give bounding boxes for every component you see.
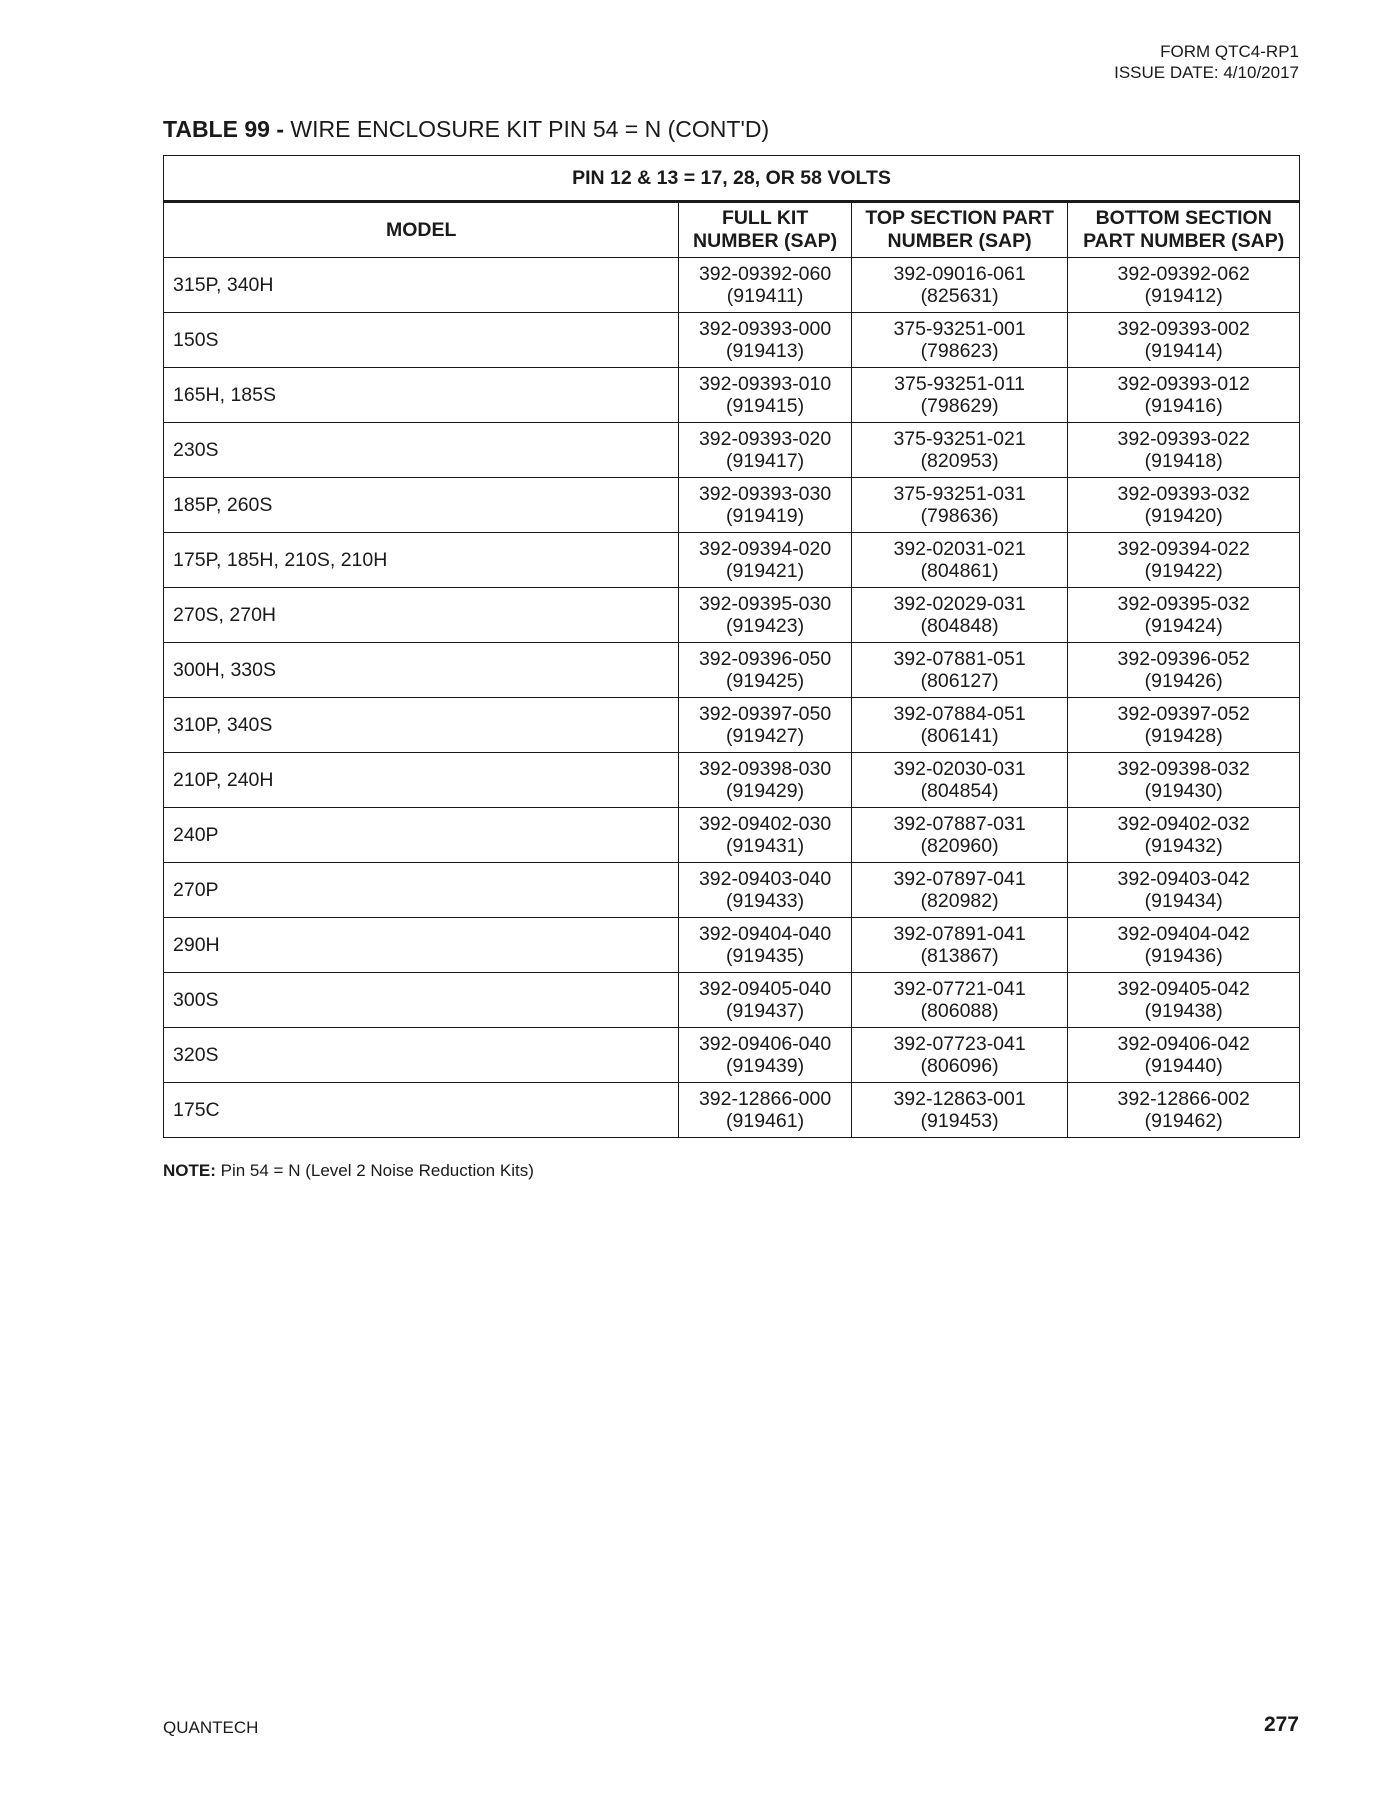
sap-number: (919439) [726,1055,805,1077]
bottom-section-cell [1068,478,1300,533]
table-note [163,1161,534,1181]
full-kit-cell [679,808,851,863]
bottom-section-cell [1068,918,1300,973]
full-kit-cell [679,1028,851,1083]
sap-number: (820953) [920,450,999,472]
part-number: 392-09393-020 [698,428,832,450]
sap-number: (919461) [726,1110,805,1132]
part-number: 392-09403-040 [698,868,832,890]
sap-number: (919432) [1144,835,1223,857]
sap-number: (919429) [726,780,805,802]
sap-number: (804861) [920,560,999,582]
bottom-section-cell [1068,643,1300,698]
column-header-model: MODEL [164,202,679,258]
part-number: 392-09396-050 [698,648,832,670]
table-row [164,533,1300,588]
table-row [164,753,1300,808]
sap-number: (798636) [920,505,999,527]
footer-brand: QUANTECH [163,1718,259,1737]
model-cell: 320S [164,1028,679,1083]
model-cell: 175P, 185H, 210S, 210H [164,533,679,588]
sap-number: (919438) [1144,1000,1223,1022]
part-number: 392-07887-031 [893,813,1026,835]
part-number: 392-09405-040 [698,978,832,1000]
part-number: 392-07897-041 [893,868,1026,890]
top-section-cell [851,918,1068,973]
sap-number: (919462) [1144,1110,1223,1132]
table-row [164,643,1300,698]
bottom-section-cell [1068,1083,1300,1138]
part-number: 392-09406-042 [1117,1033,1250,1055]
sap-number: (919416) [1144,395,1223,417]
sap-number: (919419) [726,505,805,527]
table-row [164,1083,1300,1138]
table-body [164,258,1300,1138]
header-line: FULL KIT [721,207,809,229]
column-header-top-section [851,202,1068,258]
sap-number: (806088) [920,1000,999,1022]
part-number: 392-02029-031 [893,593,1026,615]
sap-number: (919431) [726,835,805,857]
bottom-section-cell [1068,313,1300,368]
sap-number: (806127) [920,670,999,692]
bottom-section-cell [1068,533,1300,588]
full-kit-cell [679,1083,851,1138]
sap-number: (919434) [1144,890,1223,912]
sap-number: (919427) [726,725,805,747]
bottom-section-cell [1068,258,1300,313]
full-kit-cell [679,478,851,533]
full-kit-cell [679,973,851,1028]
sap-number: (919415) [726,395,805,417]
table-title [163,115,769,143]
part-number: 392-09404-042 [1117,923,1250,945]
issue-date: ISSUE DATE: 4/10/2017 [1114,63,1299,82]
sap-number: (919418) [1144,450,1223,472]
top-section-cell [851,368,1068,423]
model-cell: 165H, 185S [164,368,679,423]
full-kit-cell [679,643,851,698]
top-section-cell [851,1083,1068,1138]
sap-number: (798623) [920,340,999,362]
sap-number: (820982) [920,890,999,912]
top-section-cell [851,533,1068,588]
voltage-band-header: PIN 12 & 13 = 17, 28, OR 58 VOLTS [164,156,1300,202]
sap-number: (919428) [1144,725,1223,747]
part-number: 392-09398-030 [698,758,832,780]
bottom-section-cell [1068,753,1300,808]
full-kit-cell [679,918,851,973]
full-kit-cell [679,533,851,588]
full-kit-cell [679,423,851,478]
part-number: 392-09393-002 [1117,318,1250,340]
table-row [164,368,1300,423]
top-section-cell [851,863,1068,918]
model-cell: 210P, 240H [164,753,679,808]
full-kit-cell [679,313,851,368]
top-section-cell [851,478,1068,533]
top-section-cell [851,973,1068,1028]
sap-number: (820960) [920,835,999,857]
part-number: 392-09394-020 [698,538,832,560]
sap-number: (804848) [920,615,999,637]
part-number: 392-02031-021 [893,538,1026,560]
header-line: BOTTOM SECTION [1095,207,1272,229]
sap-number: (919424) [1144,615,1223,637]
table-number: TABLE 99 - [163,116,284,142]
column-header-full-kit [679,202,851,258]
header-line: NUMBER (SAP) [887,230,1032,252]
sap-number: (919437) [726,1000,805,1022]
full-kit-cell [679,753,851,808]
table-row [164,863,1300,918]
full-kit-cell [679,258,851,313]
part-number: 392-12866-002 [1117,1088,1250,1110]
top-section-cell [851,698,1068,753]
part-number: 392-09398-032 [1117,758,1250,780]
part-number: 392-12863-001 [893,1088,1026,1110]
part-number: 375-93251-001 [893,318,1026,340]
sap-number: (919435) [726,945,805,967]
table-row [164,313,1300,368]
sap-number: (806096) [920,1055,999,1077]
top-section-cell [851,588,1068,643]
note-label: NOTE: [163,1161,216,1180]
sap-number: (919425) [726,670,805,692]
column-header-bottom-section [1068,202,1300,258]
part-number: 392-09392-060 [698,263,832,285]
sap-number: (919423) [726,615,805,637]
header-line: TOP SECTION PART [865,207,1054,229]
table-row [164,1028,1300,1083]
model-cell: 230S [164,423,679,478]
full-kit-cell [679,368,851,423]
top-section-cell [851,313,1068,368]
part-number: 392-09404-040 [698,923,832,945]
sap-number: (919417) [726,450,805,472]
part-number: 392-09402-032 [1117,813,1250,835]
top-section-cell [851,808,1068,863]
bottom-section-cell [1068,368,1300,423]
part-number: 392-09406-040 [698,1033,832,1055]
part-number: 392-07884-051 [893,703,1026,725]
part-number: 392-12866-000 [698,1088,832,1110]
model-cell: 310P, 340S [164,698,679,753]
bottom-section-cell [1068,973,1300,1028]
part-number: 375-93251-011 [894,373,1026,395]
model-cell: 150S [164,313,679,368]
sap-number: (919426) [1144,670,1223,692]
top-section-cell [851,643,1068,698]
part-number: 392-09393-022 [1117,428,1250,450]
sap-number: (825631) [920,285,999,307]
part-number: 392-09393-032 [1117,483,1250,505]
model-cell: 185P, 260S [164,478,679,533]
sap-number: (919436) [1144,945,1223,967]
sap-number: (806141) [920,725,999,747]
part-number: 392-09405-042 [1117,978,1250,1000]
model-cell: 240P [164,808,679,863]
sap-number: (919422) [1144,560,1223,582]
model-cell: 175C [164,1083,679,1138]
sap-number: (919414) [1144,340,1223,362]
part-number: 392-09016-061 [893,263,1026,285]
part-number: 375-93251-021 [893,428,1026,450]
header-line: NUMBER (SAP) [693,230,838,252]
model-cell: 270P [164,863,679,918]
sap-number: (798629) [920,395,999,417]
top-section-cell [851,753,1068,808]
note-text: Pin 54 = N (Level 2 Noise Reduction Kits) [220,1161,534,1180]
table-title-text: WIRE ENCLOSURE KIT PIN 54 = N (CONT'D) [290,116,770,142]
table-row [164,698,1300,753]
full-kit-cell [679,588,851,643]
model-cell: 270S, 270H [164,588,679,643]
part-number: 392-09392-062 [1117,263,1250,285]
sap-number: (919420) [1144,505,1223,527]
full-kit-cell [679,863,851,918]
part-number: 392-09395-030 [698,593,832,615]
sap-number: (919430) [1144,780,1223,802]
sap-number: (919421) [726,560,805,582]
header-line: PART NUMBER (SAP) [1083,230,1285,252]
sap-number: (919413) [726,340,805,362]
sap-number: (804854) [920,780,999,802]
part-number: 392-09393-010 [698,373,832,395]
document-header [1114,41,1299,83]
wire-enclosure-kit-table [163,155,1300,1138]
top-section-cell [851,258,1068,313]
bottom-section-cell [1068,1028,1300,1083]
part-number: 392-07723-041 [893,1033,1026,1055]
part-number: 392-09394-022 [1117,538,1250,560]
part-number: 392-09397-050 [698,703,832,725]
sap-number: (919440) [1144,1055,1223,1077]
top-section-cell [851,423,1068,478]
table-row [164,478,1300,533]
model-cell: 290H [164,918,679,973]
part-number: 392-09402-030 [698,813,832,835]
part-number: 392-02030-031 [893,758,1026,780]
sap-number: (919412) [1144,285,1223,307]
sap-number: (919411) [726,285,804,307]
part-number: 392-09403-042 [1117,868,1250,890]
part-number: 392-09395-032 [1117,593,1250,615]
sap-number: (919453) [920,1110,999,1132]
part-number: 392-09393-030 [698,483,832,505]
model-cell: 300H, 330S [164,643,679,698]
part-number: 392-09396-052 [1117,648,1250,670]
part-number: 392-09393-000 [698,318,832,340]
form-number: FORM QTC4-RP1 [1160,42,1299,61]
part-number: 392-07891-041 [893,923,1026,945]
model-cell: 300S [164,973,679,1028]
table-row [164,918,1300,973]
table-row [164,423,1300,478]
table-row [164,588,1300,643]
table-row [164,808,1300,863]
bottom-section-cell [1068,863,1300,918]
part-number: 392-07721-041 [893,978,1026,1000]
part-number: 392-09393-012 [1117,373,1250,395]
part-number: 392-07881-051 [893,648,1026,670]
page-number: 277 [1263,1713,1299,1736]
model-cell: 315P, 340H [164,258,679,313]
table-row [164,973,1300,1028]
part-number: 392-09397-052 [1117,703,1250,725]
full-kit-cell [679,698,851,753]
table-row [164,258,1300,313]
sap-number: (919433) [726,890,805,912]
top-section-cell [851,1028,1068,1083]
bottom-section-cell [1068,698,1300,753]
bottom-section-cell [1068,588,1300,643]
bottom-section-cell [1068,423,1300,478]
part-number: 375-93251-031 [893,483,1026,505]
sap-number: (813867) [920,945,999,967]
bottom-section-cell [1068,808,1300,863]
